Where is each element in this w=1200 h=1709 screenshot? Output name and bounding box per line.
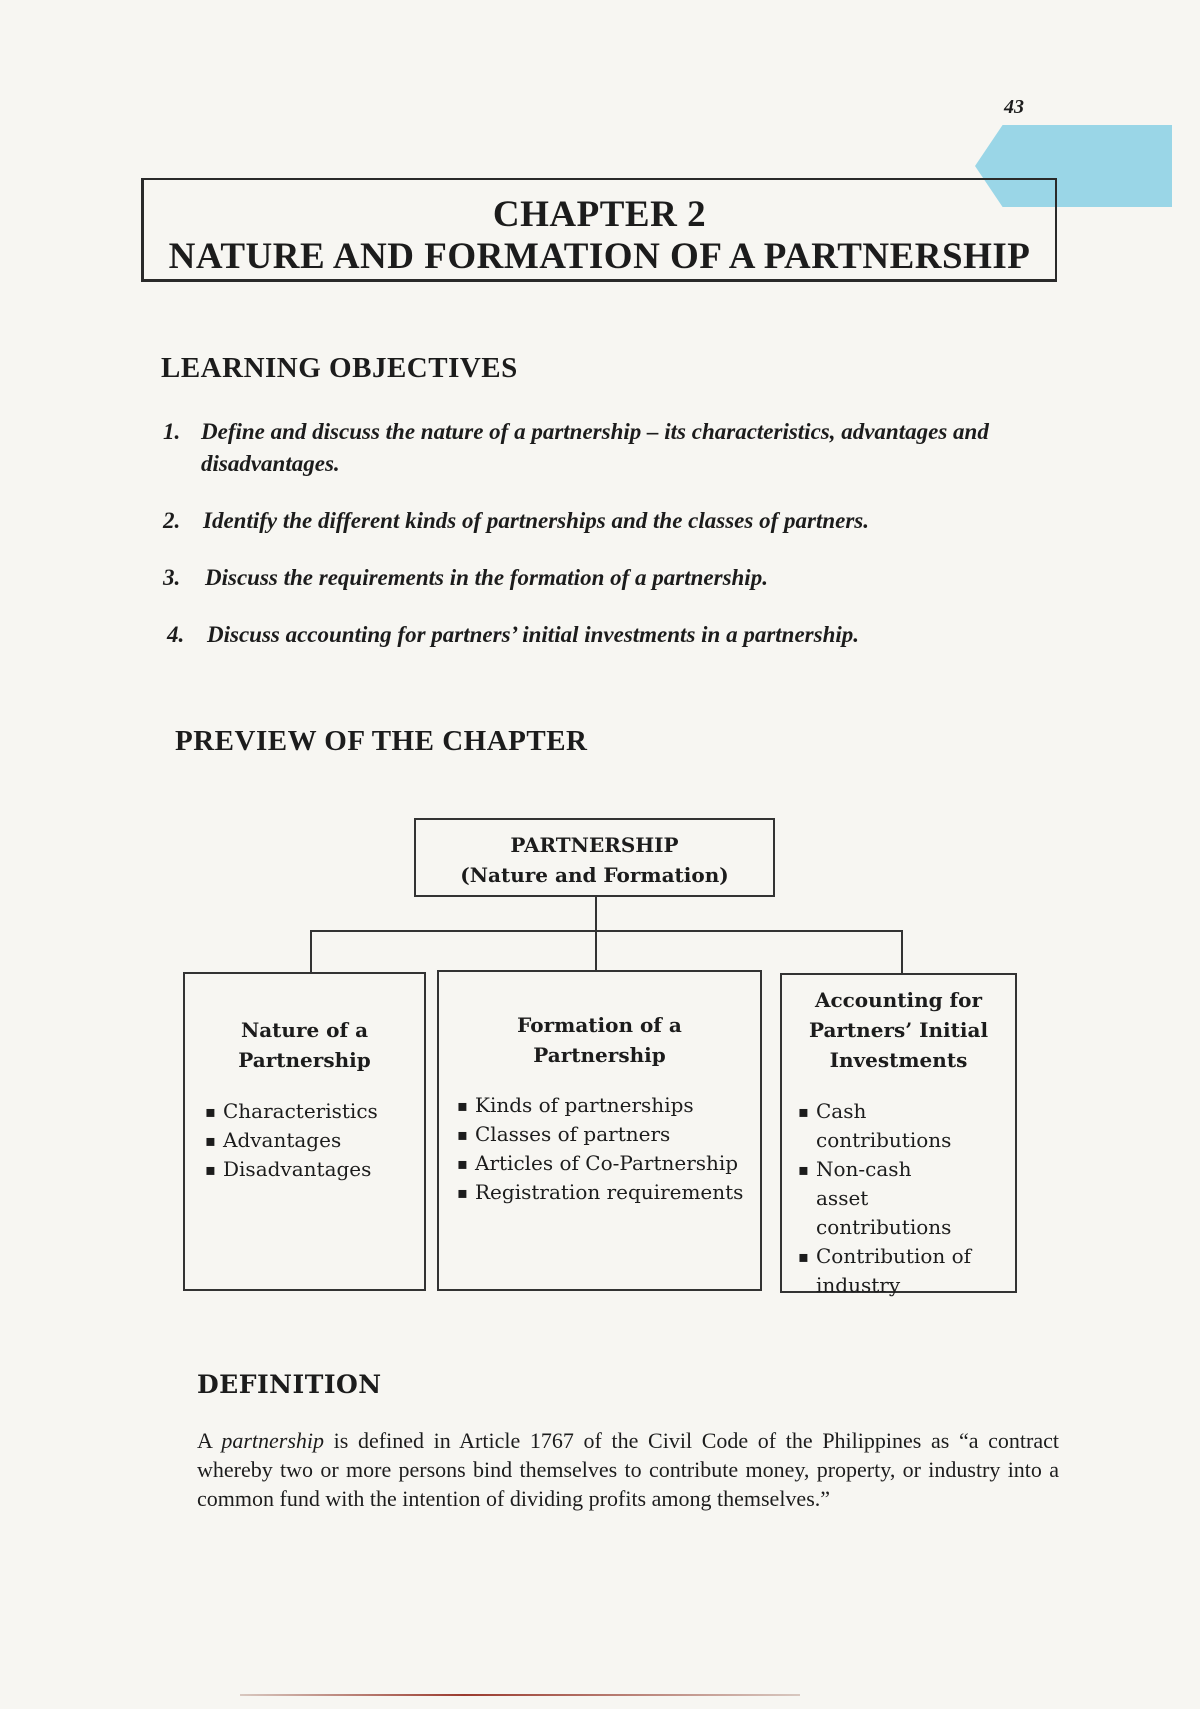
list-item: ▪ Characteristics — [205, 1097, 424, 1126]
list-item: ▪ Disadvantages — [205, 1155, 424, 1184]
objective-number: 4. — [167, 622, 185, 647]
definition-term: partnership — [221, 1428, 325, 1453]
accounting-title: Partners’ Initial — [808, 1018, 989, 1042]
formation-title: Formation of a — [517, 1013, 682, 1037]
objective-number: 1. — [163, 419, 181, 444]
list-item: ▪ Advantages — [205, 1126, 424, 1155]
list-item: ▪ Kinds of partnerships — [457, 1091, 760, 1120]
objective-text: Identify the different kinds of partnerships and the classes of partners. — [203, 508, 869, 533]
objective-text: Discuss the requirements in the formation of a partnership. — [205, 565, 768, 590]
objective-number: 3. — [163, 565, 181, 590]
chapter-number: CHAPTER 2 — [492, 194, 707, 235]
root-box — [414, 818, 775, 897]
definition-lead: A — [197, 1428, 222, 1453]
definition-heading: DEFINITION — [197, 1370, 382, 1399]
root-title: PARTNERSHIP — [510, 833, 679, 857]
chapter-title: NATURE AND FORMATION OF A PARTNERSHIP — [168, 236, 1031, 277]
objective-text: Discuss accounting for partners’ initial investments in a partnership. — [207, 622, 859, 647]
accounting-box — [780, 973, 1017, 1297]
definition-paragraph — [197, 1426, 1059, 1513]
list-item: ▪ Cash contributions — [798, 1097, 956, 1155]
page-number: 43 — [1004, 96, 1024, 118]
list-item: ▪ Classes of partners — [457, 1120, 760, 1149]
accounting-title: Investments — [829, 1048, 968, 1072]
list-item: ▪ Registration requirements — [457, 1178, 760, 1207]
nature-title: Partnership — [238, 1048, 371, 1072]
formation-title: Partnership — [533, 1043, 666, 1067]
nature-bullets — [205, 1097, 424, 1184]
list-item: ▪ Non-cash asset contributions — [798, 1155, 966, 1242]
list-item: ▪ Articles of Co-Partnership — [457, 1149, 760, 1178]
formation-bullets — [457, 1091, 760, 1207]
root-subtitle: (Nature and Formation) — [460, 863, 729, 887]
preview-heading: PREVIEW OF THE CHAPTER — [175, 725, 588, 757]
objective-text: Define and discuss the nature of a partnership – its characteristics, advantages and disadvantages. — [201, 419, 989, 476]
list-item: ▪ Contribution of industry — [798, 1242, 986, 1300]
objective-number: 2. — [163, 508, 181, 533]
accounting-bullets — [798, 1097, 1005, 1300]
nature-box — [183, 972, 426, 1291]
footer-rule — [240, 1694, 800, 1696]
nature-title: Nature of a — [240, 1018, 369, 1042]
definition-text: is defined in Article 1767 of the Civil Code of the Philippines as “a contract whereby two or more persons bind themselves to contribute money, property, or industry into a common fund with the intention of dividing profits among themselves.” — [197, 1428, 1059, 1511]
formation-box — [437, 970, 762, 1291]
learning-objectives-heading: LEARNING OBJECTIVES — [161, 352, 518, 384]
accounting-title: Accounting for — [814, 988, 983, 1012]
